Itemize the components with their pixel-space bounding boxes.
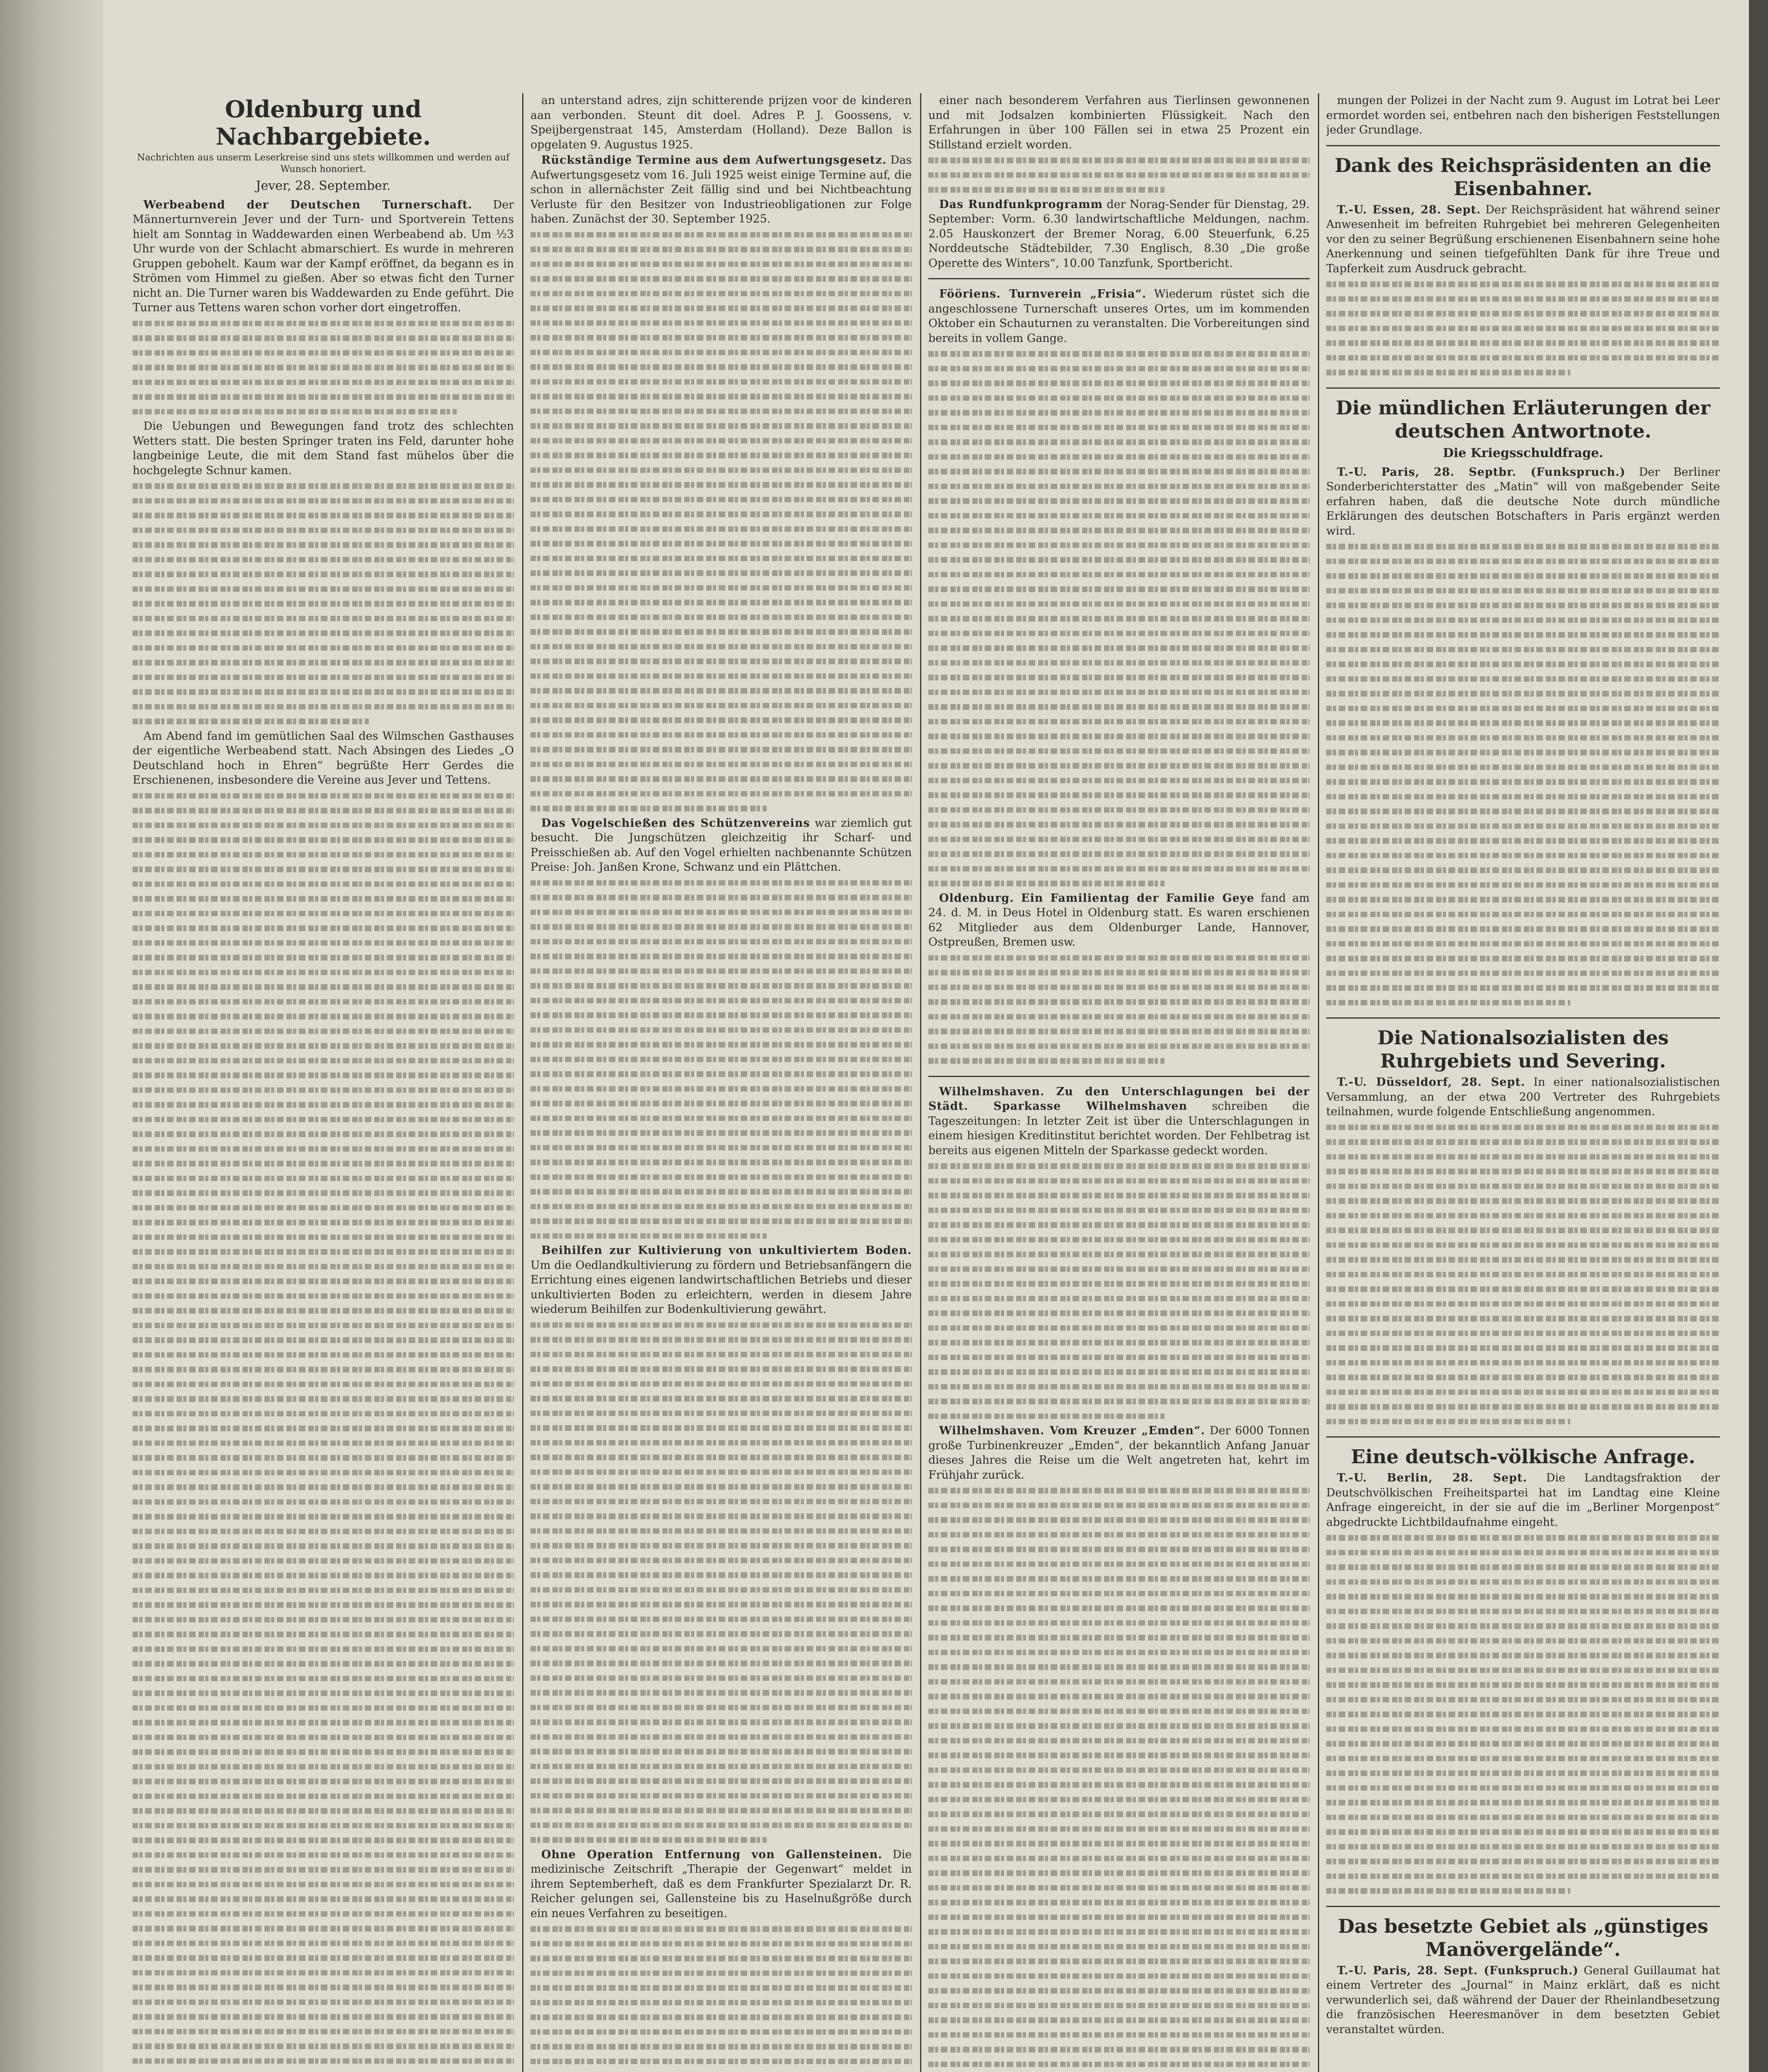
article-paragraph: T.-U. Paris, 28. Sept. (Funkspruch.) General Guillaumat hat einem Vertreter des „Journal“ in Mainz erklärt, daß es nicht verwunderlich sei, daß während der Dauer der Rheinlandbesetzung die französischen Heeresmanöver in dem besetzten Gebiet veranstaltet würden. (1326, 1964, 1720, 2036)
section-note: Nachrichten aus unserm Leserkreise sind uns stets willkommen und werden auf Wunsch honoriert. (137, 152, 510, 174)
article-paragraph: Das Vogelschießen des Schützenvereins war ziemlich gut besucht. Die Jungschützen gleichzeitig ihr Scharf- und Preisschießen ab. Auf den Vogel erhielten nachbenannte Schützen Preise: Joh. Janßen Krone, Schwanz und ein Plättchen. (530, 816, 912, 874)
column-rule (522, 93, 523, 2072)
article-paragraph: T.-U. Paris, 28. Septbr. (Funkspruch.) Der Berliner Sonderberichterstatter des „Matin“ will von maßgebender Seite erfahren haben, daß die deutsche Note durch mündliche Erklärungen des deutschen Botschafters in Paris ergänzt werden wird. (1326, 465, 1720, 537)
article-keyword: Werbeabend der Deutschen Turnerschaft. (143, 198, 472, 211)
separator-rule (1326, 387, 1720, 389)
headline: Die mündlichen Erläuterungen der deutschen Antwortnote. (1336, 396, 1710, 442)
separator-rule (1326, 1017, 1720, 1019)
headline: Das besetzte Gebiet als „günstiges Manövergelände“. (1338, 1915, 1708, 1961)
article-paragraph: Das Rundfunkprogramm der Norag-Sender für Dienstag, 29. September: Vorm. 6.30 landwirtschaftliche Meldungen, nachm. 2.05 Hauskonzert der Bremer Norag, 6.00 Steuerfunk, 6.25 Norddeutsche Städtebilder, 7.30 Englisch, 8.30 „Die große Operette des Winters“, 10.00 Tanzfunk, Sportbericht. (928, 198, 1310, 270)
article-paragraph: T.-U. Berlin, 28. Sept. Die Landtagsfraktion der Deutschvölkischen Freiheitspartei hat im Landtag eine Kleine Anfrage eingereicht, in der sie auf die im „Berliner Morgenpost“ abgedruckte Lichtbildaufnahme eingeht. (1326, 1472, 1720, 1529)
column-rule (920, 93, 921, 2072)
article-paragraph: Wilhelmshaven. Vom Kreuzer „Emden“. Der 6000 Tonnen große Turbinenkreuzer „Emden“, der bekanntlich Anfang Januar dieses Jahres die Reise um die Welt angetreten hat, kehrt im Frühjahr zurück. (928, 1424, 1310, 1481)
dateline: Jever, 28. September. (256, 179, 391, 193)
headline: Dank des Reichspräsidenten an die Eisenbahner. (1334, 154, 1712, 200)
column-1 (133, 93, 514, 2072)
article-paragraph: an unterstand adres, zijn schitterende prijzen voor de kinderen aan verbonden. Steunt dit doel. Adres P. J. Goossens, v. Speijbergenstraat 145, Amsterdam (Holland). Deze Ballon is opgelaten 9. Augustus 1925. (530, 94, 912, 151)
headline: Die Nationalsozialisten des Ruhrgebiets und Severing. (1377, 1026, 1669, 1072)
article-paragraph: Fööriens. Turnverein „Frisia“. Wiederum rüstet sich die angeschlossene Turnerschaft unseres Ortes, um im kommenden Oktober ein Schauturnen zu veranstalten. Die Vorbereitungen sind bereits in vollem Gange. (928, 288, 1310, 345)
page-edge-shadow (1749, 0, 1768, 2072)
article-paragraph: T.-U. Düsseldorf, 28. Sept. In einer nationalsozialistischen Versammlung, an der etwa 200 Vertreter des Ruhrgebiets teilnahmen, wurde folgende Entschließung angenommen. (1326, 1076, 1720, 1118)
article-paragraph: einer nach besonderem Verfahren aus Tierlinsen gewonnenen und mit Jodsalzen kombinierten Flüssigkeit. Nach den Erfahrungen in über 100 Fällen sei in etwa 25 Prozent ein Stillstand erzielt worden. (928, 94, 1310, 151)
binding-margin (0, 0, 104, 2072)
subheadline: Die Kriegsschuldfrage. (1443, 445, 1603, 460)
article-paragraph: Oldenburg. Ein Familientag der Familie Geye fand am 24. d. M. in Deus Hotel in Oldenburg statt. Es waren erschienen 62 Mitglieder aus dem Oldenburger Lande, Hannover, Ostpreußen, Bremen usw. (928, 891, 1310, 949)
headline: Eine deutsch-völkische Anfrage. (1351, 1445, 1695, 1468)
newspaper-page (104, 0, 1749, 2072)
article-paragraph: Wilhelmshaven. Zu den Unterschlagungen bei der Städt. Sparkasse Wilhelmshaven schreiben die Tageszeitungen: In letzter Zeit ist über die Unterschlagungen in einem hiesigen Kreditinstitut berichtet worden. Der Fehlbetrag ist bereits aus eigenen Mitteln der Sparkasse gedeckt worden. (928, 1085, 1310, 1157)
separator-rule (928, 1076, 1310, 1077)
section-title: Oldenburg und Nachbargebiete. (216, 96, 431, 150)
separator-rule (1326, 1906, 1720, 1907)
column-4 (1326, 93, 1720, 2072)
article-paragraph: T.-U. Essen, 28. Sept. Der Reichspräsident hat während seiner Anwesenheit im befreiten Ruhrgebiet bei mehreren Gelegenheiten vor den zu seiner Begrüßung erschienenen Eisenbahnern seine hohe Anerkennung und seinen tiefgefühlten Dank für ihre Treue und Tapferkeit zum Ausdruck gebracht. (1326, 203, 1720, 275)
article-paragraph: Die Uebungen und Bewegungen fand trotz des schlechten Wetters statt. Die besten Springer traten ins Feld, darunter hohe langbeinige Leute, die mit dem Stand fast mühelos über die hochgelegte Schnur kamen. (133, 420, 514, 477)
article-paragraph: Ohne Operation Entfernung von Gallensteinen. Die medizinische Zeitschrift „Therapie der Gegenwart“ meldet in ihrem Septemberheft, daß es dem Frankfurter Spezialarzt Dr. R. Reicher gelungen sei, Gallensteine bis zu Haselnußgröße durch ein neues Verfahren zu beseitigen. (530, 1848, 912, 1920)
column-rule (1318, 93, 1319, 2072)
separator-rule (1326, 145, 1720, 146)
article-paragraph: Rückständige Termine aus dem Aufwertungsgesetz. Das Aufwertungsgesetz vom 16. Juli 1925 weist einige Termine auf, die schon in allernächster Zeit fällig sind und bei Nichtbeachtung Verluste für den Besitzer von Industrieobligationen zur Folge haben. Zunächst der 30. September 1925. (530, 154, 912, 225)
separator-rule (928, 278, 1310, 279)
article-paragraph: Am Abend fand im gemütlichen Saal des Wilmschen Gasthauses der eigentliche Werbeabend statt. Nach Absingen des Liedes „O Deutschland hoch in Ehren“ begrüßte Herr Gerdes die Erschienenen, insbesondere die Vereine aus Jever und Tettens. (133, 729, 514, 787)
column-3 (928, 93, 1310, 2072)
article-paragraph: Beihilfen zur Kultivierung von unkultiviertem Boden. Um die Oedlandkultivierung zu fördern und Betriebsanfängern die Errichtung eines eigenen landwirtschaftlichen Betriebs und dieser unkultivierten Boden zu erleichtern, werden in diesem Jahre wiederum Beihilfen zur Bodenkultivierung gewährt. (530, 1244, 912, 1316)
separator-rule (1326, 1436, 1720, 1438)
article-paragraph: mungen der Polizei in der Nacht zum 9. August im Lotrat bei Leer ermordet worden sei, entbehren nach den bisherigen Feststellungen jeder Grundlage. (1326, 94, 1720, 136)
article-paragraph: Werbeabend der Deutschen Turnerschaft. Der Männerturnverein Jever und der Turn- und Sportverein Tettens hielt am Sonntag in Waddewarden einen Werbeabend ab. Um ½3 Uhr wurde von der Schlacht abmarschiert. Es wurde in mehreren Gruppen gebohelt. Kaum war der Kampf eröffnet, da begann es in Strömen vom Himmel zu gießen. Aber so etwas ficht den Turner nicht an. Die Turner waren bis Waddewarden zu Ende geführt. Die Turner aus Tettens waren schon vorher dort eingetroffen. (133, 198, 514, 314)
column-2 (530, 93, 912, 2072)
